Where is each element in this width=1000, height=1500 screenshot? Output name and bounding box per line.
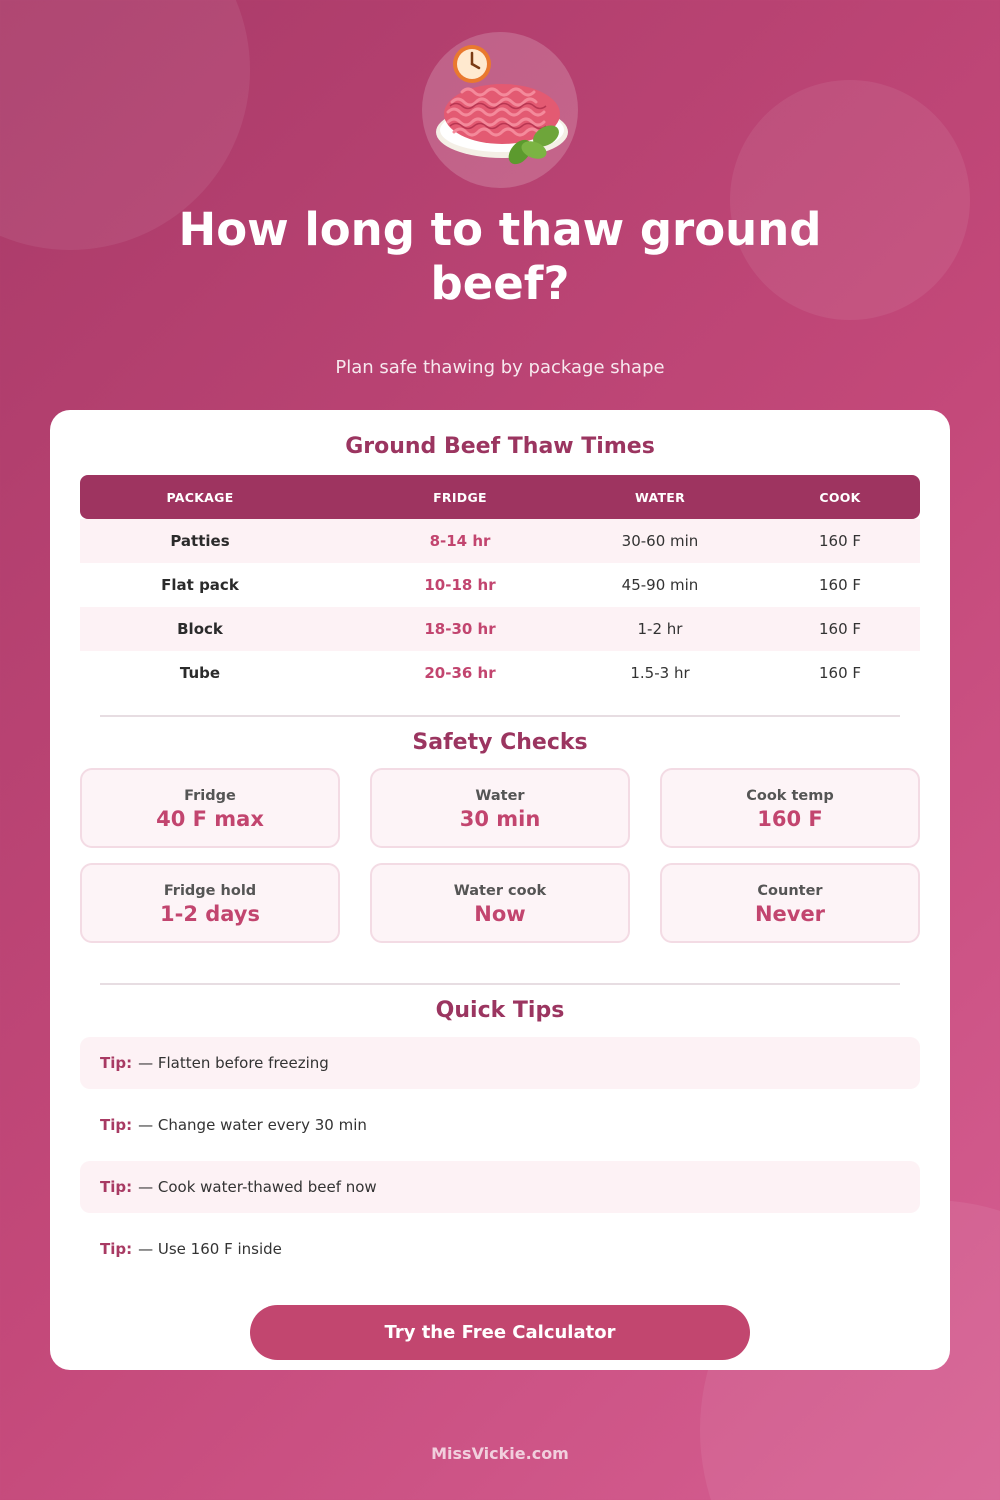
cook-cell: 160 F — [818, 664, 862, 682]
tip-text: — Cook water-thawed beef now — [138, 1178, 377, 1196]
table-row — [80, 519, 920, 563]
tip-label: Tip: — [100, 1116, 133, 1134]
safety-card-value: Never — [754, 902, 826, 926]
safety-card — [370, 863, 630, 943]
section-divider — [100, 983, 900, 985]
safety-card-value: 40 F max — [156, 807, 264, 831]
safety-card-value: 1-2 days — [160, 902, 260, 926]
list-item — [80, 1099, 920, 1151]
thaw-times-table — [80, 475, 920, 695]
safety-card — [660, 768, 920, 848]
page-subtitle: Plan safe thawing by package shape — [335, 357, 665, 378]
water-cell: 1.5-3 hr — [630, 664, 690, 682]
table-header — [80, 475, 920, 519]
column-header-water: WATER — [634, 489, 686, 505]
safety-card — [370, 768, 630, 848]
fridge-cell: 20-36 hr — [424, 664, 496, 682]
footer-brand: MissVickie.com — [431, 1444, 569, 1463]
fridge-cell: 10-18 hr — [424, 576, 496, 594]
cook-cell: 160 F — [818, 576, 862, 594]
package-cell: Patties — [170, 532, 230, 550]
tip-text: — Change water every 30 min — [138, 1116, 367, 1134]
ground-beef-with-clock-icon — [422, 32, 578, 188]
thaw-times-title: Ground Beef Thaw Times — [345, 434, 655, 459]
safety-card-value: 160 F — [757, 807, 823, 831]
water-cell: 30-60 min — [621, 532, 699, 550]
package-cell: Flat pack — [161, 576, 239, 594]
tip-text: — Use 160 F inside — [138, 1240, 282, 1258]
safety-card — [80, 768, 340, 848]
safety-card-label: Fridge hold — [163, 883, 257, 899]
safety-card — [80, 863, 340, 943]
safety-card-value: 30 min — [459, 807, 541, 831]
column-header-package: PACKAGE — [166, 489, 234, 505]
quick-tips-list — [80, 1037, 920, 1285]
tip-label: Tip: — [100, 1054, 133, 1072]
content-card — [50, 410, 950, 1370]
safety-card-label: Water — [475, 788, 525, 804]
safety-card-label: Fridge — [184, 788, 236, 804]
tip-label: Tip: — [100, 1178, 133, 1196]
cook-cell: 160 F — [818, 532, 862, 550]
safety-card-label: Water cook — [453, 883, 547, 899]
table-row — [80, 651, 920, 695]
list-item — [80, 1161, 920, 1213]
column-header-fridge: FRIDGE — [433, 489, 487, 505]
safety-card — [660, 863, 920, 943]
section-divider — [100, 715, 900, 717]
table-row — [80, 607, 920, 651]
column-header-cook: COOK — [819, 489, 861, 505]
list-item — [80, 1223, 920, 1275]
fridge-cell: 8-14 hr — [429, 532, 491, 550]
table-row — [80, 563, 920, 607]
quick-tips-title: Quick Tips — [435, 998, 565, 1023]
package-cell: Block — [177, 620, 223, 638]
safety-checks-title: Safety Checks — [412, 730, 588, 755]
safety-card-value: Now — [474, 902, 526, 926]
fridge-cell: 18-30 hr — [424, 620, 496, 638]
tip-label: Tip: — [100, 1240, 133, 1258]
water-cell: 45-90 min — [621, 576, 699, 594]
water-cell: 1-2 hr — [637, 620, 683, 638]
tip-text: — Flatten before freezing — [138, 1054, 329, 1072]
safety-card-label: Counter — [757, 883, 823, 899]
safety-card-label: Cook temp — [746, 788, 834, 804]
cook-cell: 160 F — [818, 620, 862, 638]
package-cell: Tube — [179, 664, 221, 682]
page-title: How long to thaw ground beef? — [178, 203, 822, 310]
list-item — [80, 1037, 920, 1089]
free-calculator-button[interactable]: Try the Free Calculator — [250, 1305, 750, 1360]
